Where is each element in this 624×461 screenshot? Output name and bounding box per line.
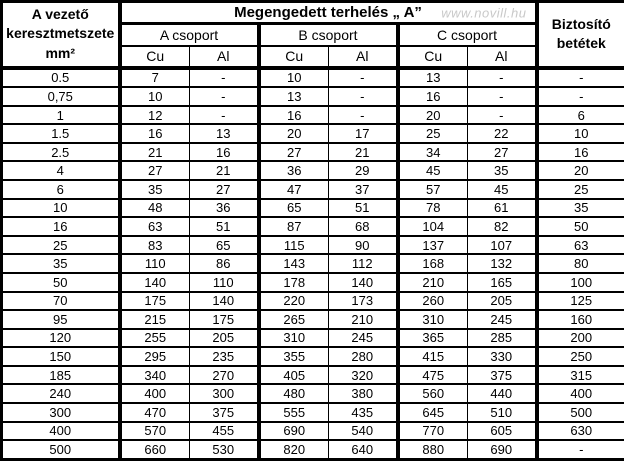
cross-section-value: 120 — [2, 329, 120, 348]
load-value: - — [190, 68, 259, 88]
load-value: 65 — [190, 236, 259, 255]
load-value: 605 — [468, 422, 537, 441]
load-value: 235 — [190, 347, 259, 366]
cross-section-value: 500 — [2, 440, 120, 459]
load-value: - — [468, 68, 537, 88]
load-value: 285 — [468, 329, 537, 348]
fuse-value: 16 — [537, 143, 624, 162]
fuse-header — [537, 2, 624, 68]
load-value: 137 — [398, 236, 468, 255]
load-value: 400 — [120, 384, 190, 403]
load-title-cell — [120, 2, 537, 24]
table-row — [2, 199, 624, 218]
load-value: 140 — [329, 273, 398, 292]
group-b-al-header: Al — [329, 46, 398, 68]
cross-section-value: 50 — [2, 273, 120, 292]
load-value: 22 — [468, 124, 537, 143]
table-row — [2, 217, 624, 236]
load-value: 165 — [468, 273, 537, 292]
load-value: 21 — [329, 143, 398, 162]
load-value: 510 — [468, 403, 537, 422]
load-value: 61 — [468, 199, 537, 218]
load-value: 265 — [259, 310, 329, 329]
load-title: Megengedett terhelés „ A” — [234, 4, 422, 21]
load-value: 205 — [190, 329, 259, 348]
load-value: 570 — [120, 422, 190, 441]
fuse-value: - — [537, 87, 624, 106]
load-value: 10 — [120, 87, 190, 106]
fuse-value: 20 — [537, 161, 624, 180]
load-value: 560 — [398, 384, 468, 403]
load-value: 27 — [120, 161, 190, 180]
table-row — [2, 422, 624, 441]
load-value: - — [329, 87, 398, 106]
load-value: 480 — [259, 384, 329, 403]
load-value: 455 — [190, 422, 259, 441]
load-value: 415 — [398, 347, 468, 366]
load-value: 690 — [468, 440, 537, 459]
load-value: 86 — [190, 254, 259, 273]
fuse-header-line2: betétek — [556, 35, 606, 52]
load-value: 34 — [398, 143, 468, 162]
load-value: - — [190, 106, 259, 125]
load-value: 10 — [259, 68, 329, 88]
fuse-value: - — [537, 440, 624, 459]
cross-section-header-line3: mm² — [45, 45, 76, 62]
group-a-al-header: Al — [190, 46, 259, 68]
cross-section-value: 95 — [2, 310, 120, 329]
group-c-cu-header: Cu — [398, 46, 468, 68]
load-value: 355 — [259, 347, 329, 366]
load-value: 27 — [259, 143, 329, 162]
cross-section-value: 0,75 — [2, 87, 120, 106]
load-value: 880 — [398, 440, 468, 459]
table-row — [2, 273, 624, 292]
load-value: 87 — [259, 217, 329, 236]
load-value: - — [190, 87, 259, 106]
cross-section-value: 1.5 — [2, 124, 120, 143]
header-row-title — [2, 2, 624, 24]
table-row — [2, 384, 624, 403]
load-value: 640 — [329, 440, 398, 459]
table-row — [2, 68, 624, 88]
group-a-header: A csoport — [120, 24, 259, 46]
cross-section-value: 70 — [2, 292, 120, 311]
load-value: 175 — [120, 292, 190, 311]
fuse-value: 200 — [537, 329, 624, 348]
load-value: 260 — [398, 292, 468, 311]
load-value: 300 — [190, 384, 259, 403]
load-value: 16 — [398, 87, 468, 106]
fuse-value: 35 — [537, 199, 624, 218]
load-value: 13 — [259, 87, 329, 106]
cross-section-value: 4 — [2, 161, 120, 180]
load-value: 175 — [190, 310, 259, 329]
load-value: 104 — [398, 217, 468, 236]
table-row — [2, 329, 624, 348]
load-value: 13 — [398, 68, 468, 88]
load-value: 57 — [398, 180, 468, 199]
load-value: 280 — [329, 347, 398, 366]
load-value: 540 — [329, 422, 398, 441]
load-value: 660 — [120, 440, 190, 459]
fuse-value: 630 — [537, 422, 624, 441]
load-value: 320 — [329, 366, 398, 385]
load-value: 140 — [120, 273, 190, 292]
table-row — [2, 292, 624, 311]
fuse-value: 160 — [537, 310, 624, 329]
table-row — [2, 161, 624, 180]
group-b-cu-header: Cu — [259, 46, 329, 68]
load-value: 470 — [120, 403, 190, 422]
table-row — [2, 366, 624, 385]
load-value: 255 — [120, 329, 190, 348]
load-value: 205 — [468, 292, 537, 311]
fuse-value: 50 — [537, 217, 624, 236]
load-value: 310 — [398, 310, 468, 329]
load-value: 16 — [120, 124, 190, 143]
cross-section-value: 240 — [2, 384, 120, 403]
cross-section-value: 25 — [2, 236, 120, 255]
load-value: 380 — [329, 384, 398, 403]
load-value: 173 — [329, 292, 398, 311]
load-value: 375 — [468, 366, 537, 385]
table-row — [2, 106, 624, 125]
fuse-value: 315 — [537, 366, 624, 385]
load-value: 435 — [329, 403, 398, 422]
load-value: 20 — [259, 124, 329, 143]
table-row — [2, 180, 624, 199]
load-value: 51 — [190, 217, 259, 236]
load-value: 310 — [259, 329, 329, 348]
load-value: 47 — [259, 180, 329, 199]
group-c-al-header: Al — [468, 46, 537, 68]
fuse-value: 25 — [537, 180, 624, 199]
load-value: 16 — [259, 106, 329, 125]
load-value: 21 — [120, 143, 190, 162]
load-value: 330 — [468, 347, 537, 366]
fuse-value: 125 — [537, 292, 624, 311]
load-value: 475 — [398, 366, 468, 385]
cross-section-header-line1: A vezető — [31, 5, 89, 22]
load-value: 140 — [190, 292, 259, 311]
cross-section-value: 0.5 — [2, 68, 120, 88]
load-value: 107 — [468, 236, 537, 255]
load-value: 110 — [190, 273, 259, 292]
load-value: 245 — [468, 310, 537, 329]
load-value: 220 — [259, 292, 329, 311]
load-value: 132 — [468, 254, 537, 273]
fuse-value: 10 — [537, 124, 624, 143]
load-value: 645 — [398, 403, 468, 422]
load-value: 36 — [259, 161, 329, 180]
cross-section-value: 35 — [2, 254, 120, 273]
load-value: 295 — [120, 347, 190, 366]
fuse-value: 80 — [537, 254, 624, 273]
cross-section-value: 150 — [2, 347, 120, 366]
load-value: 17 — [329, 124, 398, 143]
load-value: 340 — [120, 366, 190, 385]
load-value: 110 — [120, 254, 190, 273]
load-value: 51 — [329, 199, 398, 218]
load-value: 83 — [120, 236, 190, 255]
load-value: 210 — [398, 273, 468, 292]
load-value: 12 — [120, 106, 190, 125]
cross-section-value: 1 — [2, 106, 120, 125]
table-row — [2, 310, 624, 329]
load-value: 555 — [259, 403, 329, 422]
load-value: 35 — [468, 161, 537, 180]
cross-section-header-line2: keresztmetszete — [6, 25, 115, 42]
table-row — [2, 254, 624, 273]
group-c-header: C csoport — [398, 24, 537, 46]
table-row — [2, 440, 624, 459]
load-value: - — [468, 106, 537, 125]
group-b-header: B csoport — [259, 24, 398, 46]
load-value: 365 — [398, 329, 468, 348]
load-value: 112 — [329, 254, 398, 273]
fuse-value: 400 — [537, 384, 624, 403]
load-value: - — [329, 106, 398, 125]
cross-section-value: 10 — [2, 199, 120, 218]
load-value: 37 — [329, 180, 398, 199]
cross-section-value: 300 — [2, 403, 120, 422]
load-value: 270 — [190, 366, 259, 385]
load-value: 115 — [259, 236, 329, 255]
load-value: 65 — [259, 199, 329, 218]
load-value: 168 — [398, 254, 468, 273]
load-value: 770 — [398, 422, 468, 441]
load-value: 35 — [120, 180, 190, 199]
table-row — [2, 347, 624, 366]
cross-section-header — [2, 2, 120, 68]
load-value: 29 — [329, 161, 398, 180]
table-row — [2, 124, 624, 143]
fuse-value: 100 — [537, 273, 624, 292]
load-value: 16 — [190, 143, 259, 162]
load-value: 68 — [329, 217, 398, 236]
load-value: 27 — [190, 180, 259, 199]
load-value: 143 — [259, 254, 329, 273]
load-value: 63 — [120, 217, 190, 236]
load-value: 25 — [398, 124, 468, 143]
load-value: 405 — [259, 366, 329, 385]
fuse-value: 6 — [537, 106, 624, 125]
load-value: 45 — [468, 180, 537, 199]
fuse-value: 500 — [537, 403, 624, 422]
load-value: 178 — [259, 273, 329, 292]
fuse-value: 250 — [537, 347, 624, 366]
fuse-header-line1: Biztosító — [551, 15, 611, 32]
fuse-value: 63 — [537, 236, 624, 255]
load-value: 375 — [190, 403, 259, 422]
table-row — [2, 143, 624, 162]
load-value: 245 — [329, 329, 398, 348]
load-value: 7 — [120, 68, 190, 88]
load-value: 21 — [190, 161, 259, 180]
cross-section-value: 400 — [2, 422, 120, 441]
load-value: 530 — [190, 440, 259, 459]
load-value: 20 — [398, 106, 468, 125]
load-value: 215 — [120, 310, 190, 329]
table-row — [2, 236, 624, 255]
load-value: 440 — [468, 384, 537, 403]
fuse-value: - — [537, 68, 624, 88]
load-value: - — [468, 87, 537, 106]
watermark-text: www.novill.hu — [441, 5, 527, 20]
table-row — [2, 403, 624, 422]
group-a-cu-header: Cu — [120, 46, 190, 68]
cross-section-value: 2.5 — [2, 143, 120, 162]
load-value: 36 — [190, 199, 259, 218]
load-value: 90 — [329, 236, 398, 255]
load-value: 690 — [259, 422, 329, 441]
load-value: 820 — [259, 440, 329, 459]
cross-section-value: 6 — [2, 180, 120, 199]
load-value: 27 — [468, 143, 537, 162]
load-value: 78 — [398, 199, 468, 218]
load-value: 48 — [120, 199, 190, 218]
load-value: - — [329, 68, 398, 88]
table-body — [2, 68, 624, 460]
load-value: 45 — [398, 161, 468, 180]
table-row — [2, 87, 624, 106]
cross-section-value: 16 — [2, 217, 120, 236]
load-value: 13 — [190, 124, 259, 143]
load-value: 210 — [329, 310, 398, 329]
load-value: 82 — [468, 217, 537, 236]
cross-section-value: 185 — [2, 366, 120, 385]
